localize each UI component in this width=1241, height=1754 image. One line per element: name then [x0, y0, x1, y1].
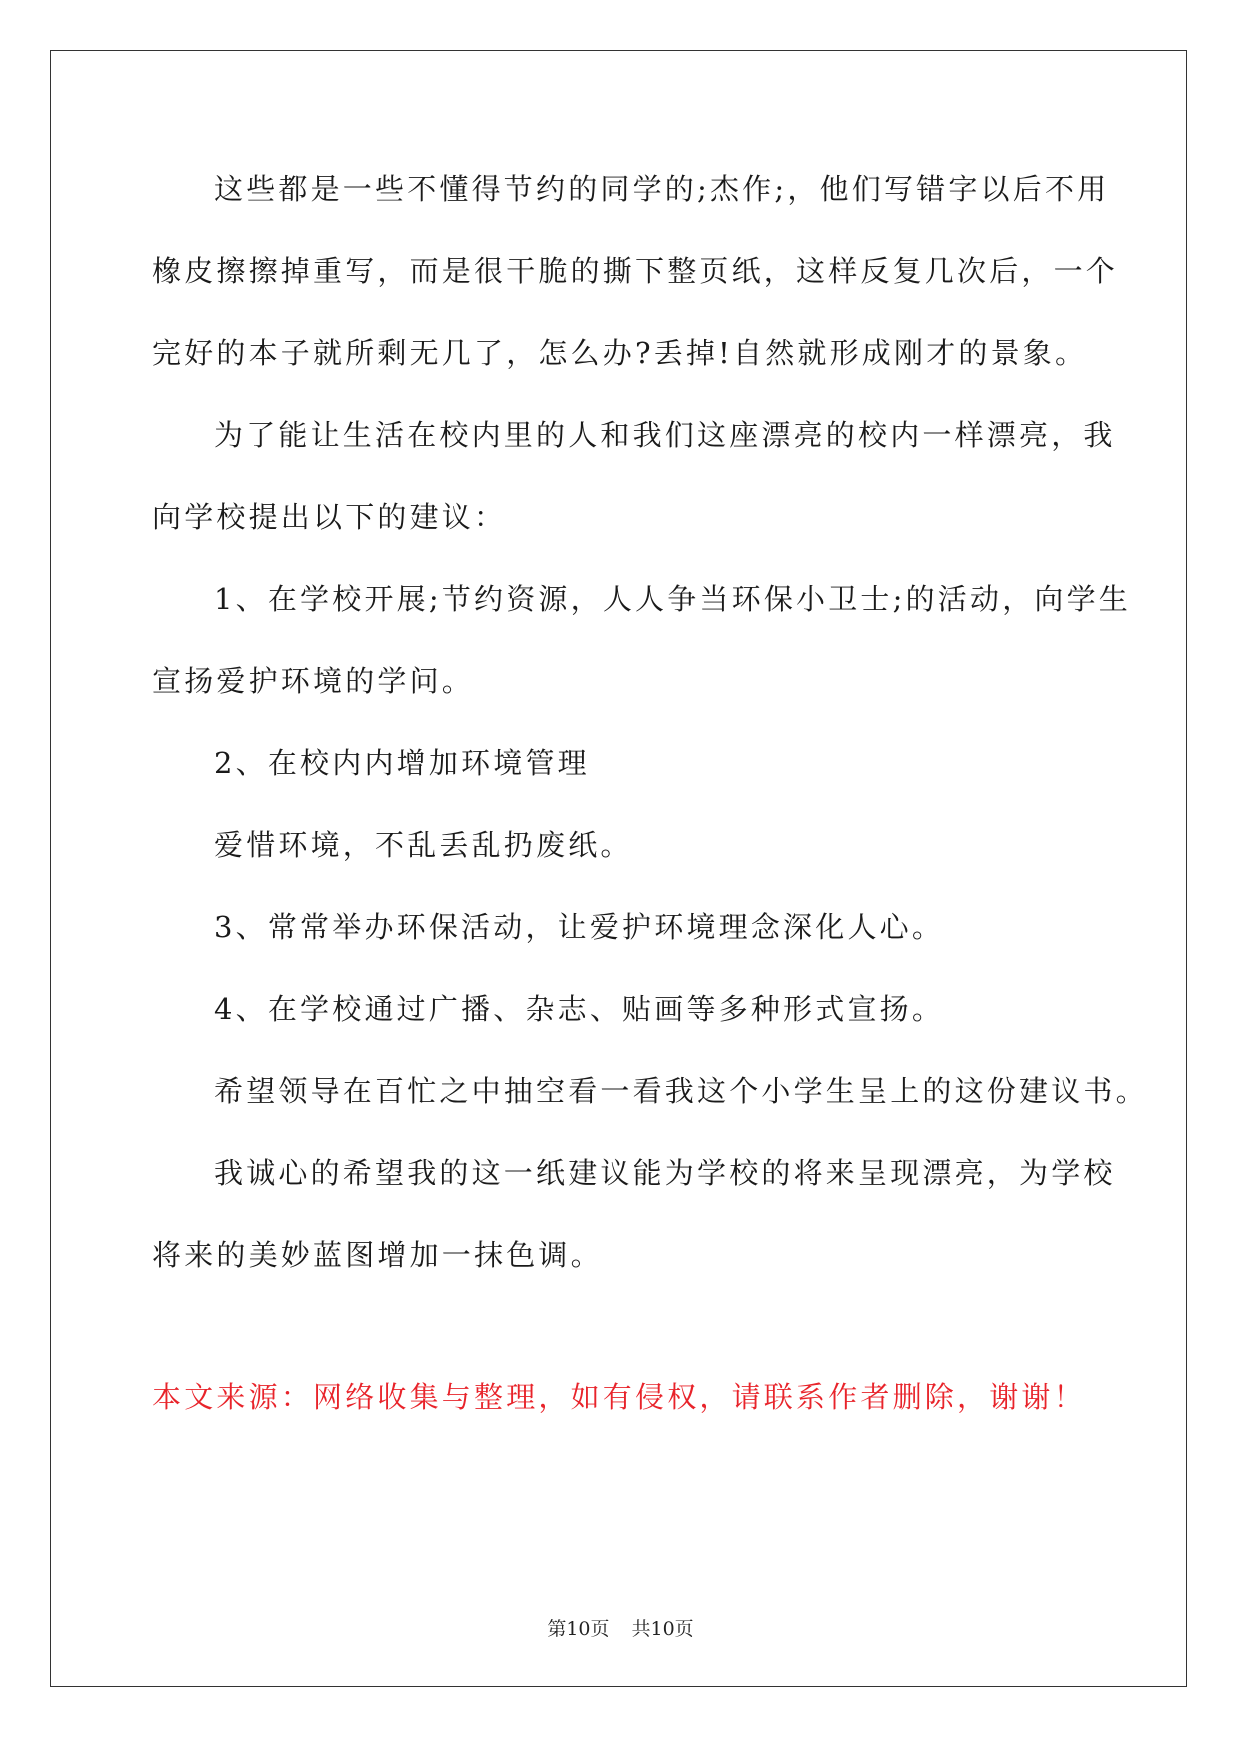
page-number-current: 第10页 — [547, 1618, 610, 1640]
suggestion-item-1: 1、在学校开展;节约资源，人人争当环保小卫士;的活动，向学生 — [214, 582, 1131, 616]
page-border — [50, 50, 1187, 1687]
suggestion-item-3: 3、常常举办环保活动，让爱护环境理念深化人心。 — [214, 910, 945, 944]
page-number-total: 共10页 — [631, 1618, 694, 1640]
body-paragraph-line: 希望领导在百忙之中抽空看一看我这个小学生呈上的这份建议书。 — [214, 1074, 1148, 1108]
body-paragraph-line: 向学校提出以下的建议： — [152, 500, 507, 534]
suggestion-item-2: 2、在校内内增加环境管理 — [214, 746, 590, 780]
source-notice: 本文来源：网络收集与整理，如有侵权，请联系作者删除，谢谢！ — [152, 1380, 1086, 1414]
body-paragraph-line: 宣扬爱护环境的学问。 — [152, 664, 475, 698]
body-paragraph-line: 为了能让生活在校内里的人和我们这座漂亮的校内一样漂亮，我 — [214, 418, 1116, 452]
body-paragraph-line: 橡皮擦擦掉重写，而是很干脆的撕下整页纸，这样反复几次后，一个 — [152, 254, 1119, 288]
body-paragraph-line: 这些都是一些不懂得节约的同学的;杰作;，他们写错字以后不用 — [214, 172, 1110, 206]
suggestion-item-4: 4、在学校通过广播、杂志、贴画等多种形式宣扬。 — [214, 992, 945, 1026]
body-paragraph-line: 我诚心的希望我的这一纸建议能为学校的将来呈现漂亮，为学校 — [214, 1156, 1116, 1190]
body-paragraph-line: 爱惜环境，不乱丢乱扔废纸。 — [214, 828, 633, 862]
body-paragraph-line: 将来的美妙蓝图增加一抹色调。 — [152, 1238, 603, 1272]
page-footer — [0, 1617, 1241, 1641]
body-paragraph-line: 完好的本子就所剩无几了，怎么办?丢掉!自然就形成刚才的景象。 — [152, 336, 1088, 370]
